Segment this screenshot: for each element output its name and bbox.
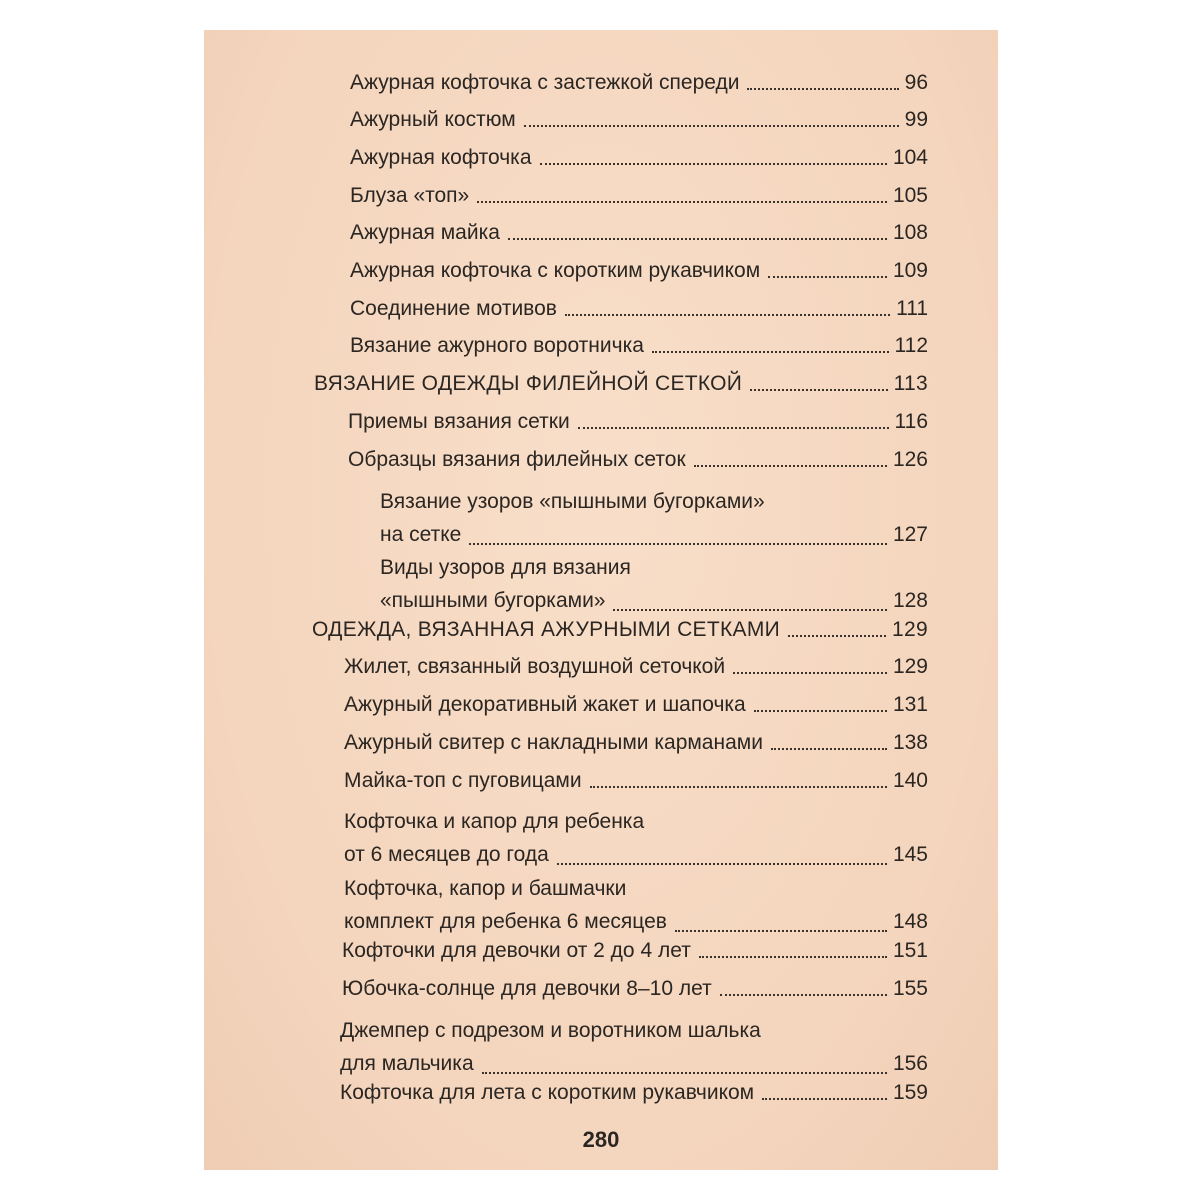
toc-entry bbox=[350, 183, 928, 209]
toc-entry-title-text: Кофточка, капор и башмачки bbox=[344, 877, 627, 900]
toc-entry-page: 138 bbox=[892, 731, 928, 754]
toc-entry-title bbox=[350, 258, 928, 284]
dot-leader bbox=[694, 465, 887, 467]
toc-entry-title bbox=[348, 409, 928, 435]
toc-entry-title bbox=[344, 692, 928, 718]
toc-entry-page: 127 bbox=[892, 523, 928, 546]
toc-entry-title-text: Ажурная майка bbox=[350, 221, 500, 244]
toc-entry-title bbox=[380, 485, 928, 551]
dot-leader bbox=[578, 427, 889, 429]
toc-entry-title bbox=[344, 654, 928, 680]
toc-entry bbox=[344, 872, 928, 938]
toc-entry-title bbox=[350, 107, 928, 133]
dot-leader bbox=[733, 672, 887, 674]
toc-entry-title-text: Ажурная кофточка с застежкой спереди bbox=[350, 71, 740, 94]
toc-entry bbox=[312, 617, 928, 643]
dot-leader bbox=[675, 930, 887, 932]
toc-entry-page: 156 bbox=[892, 1052, 928, 1075]
toc-entry-title-text: Кофточка для лета с коротким рукавчиком bbox=[340, 1081, 755, 1104]
toc-entry-title bbox=[340, 1080, 928, 1106]
dot-leader bbox=[477, 201, 887, 203]
toc-entry-title bbox=[348, 447, 928, 473]
toc-entry bbox=[340, 1014, 928, 1080]
toc-entry-page: 159 bbox=[892, 1081, 928, 1104]
toc-entry-title bbox=[350, 333, 928, 359]
toc-entry bbox=[350, 258, 928, 284]
dot-leader bbox=[508, 238, 887, 240]
toc-entry-title-text: Виды узоров для вязания bbox=[380, 556, 631, 579]
toc-entry-title bbox=[350, 183, 928, 209]
toc-entry bbox=[380, 551, 928, 617]
toc-entry-title-text: Ажурный свитер с накладными карманами bbox=[344, 731, 763, 754]
toc-entry-title-text: Майка-топ с пуговицами bbox=[344, 769, 582, 792]
dot-leader bbox=[590, 786, 887, 788]
dot-leader bbox=[720, 994, 887, 996]
toc-entry-title bbox=[380, 551, 928, 617]
toc-entry-title-text: для мальчика bbox=[340, 1052, 474, 1075]
toc-entry-title bbox=[342, 976, 928, 1002]
dot-leader bbox=[565, 314, 890, 316]
toc-entry-title-text: на сетке bbox=[380, 523, 462, 546]
toc-entry-title-text: Джемпер с подрезом и воротником шалька bbox=[340, 1019, 761, 1042]
toc-entry-title-text: Блуза «топ» bbox=[350, 184, 470, 207]
toc-entry-title-text: «пышными бугорками» bbox=[380, 589, 606, 612]
toc-entry bbox=[342, 976, 928, 1002]
toc-entry-title bbox=[350, 145, 928, 171]
toc-entry-page: 96 bbox=[904, 71, 928, 94]
dot-leader bbox=[652, 351, 889, 353]
toc-entry bbox=[350, 107, 928, 133]
toc-entry-title-text: Вязание ажурного воротничка bbox=[350, 334, 644, 357]
toc-entry-title bbox=[344, 872, 928, 938]
toc-entry-title bbox=[350, 220, 928, 246]
toc-entry bbox=[350, 333, 928, 359]
toc-entry-page: 126 bbox=[892, 448, 928, 471]
dot-leader bbox=[557, 863, 887, 865]
toc-entry-title bbox=[350, 296, 928, 322]
toc-entry bbox=[314, 371, 928, 397]
toc-entry-title bbox=[344, 768, 928, 794]
toc-entry bbox=[350, 70, 928, 96]
toc-entry-page: 155 bbox=[892, 977, 928, 1000]
toc-entry-title bbox=[312, 617, 928, 643]
dot-leader bbox=[699, 956, 887, 958]
toc-entry-page: 140 bbox=[892, 769, 928, 792]
toc-entry-title-text: ВЯЗАНИЕ ОДЕЖДЫ ФИЛЕЙНОЙ СЕТКОЙ bbox=[314, 372, 743, 395]
dot-leader bbox=[469, 543, 887, 545]
toc-entry-title-text: Юбочка-солнце для девочки 8–10 лет bbox=[342, 977, 712, 1000]
toc-entry bbox=[344, 730, 928, 756]
toc-entry-title-text: Ажурная кофточка с коротким рукавчиком bbox=[350, 259, 761, 282]
toc-entry-title-text: Ажурный декоративный жакет и шапочка bbox=[344, 693, 746, 716]
toc-entry-page: 116 bbox=[894, 410, 928, 433]
dot-leader bbox=[762, 1098, 887, 1100]
toc-entry-title bbox=[344, 730, 928, 756]
toc-entry-title bbox=[314, 371, 928, 397]
toc-entry-page: 129 bbox=[892, 655, 928, 678]
dot-leader bbox=[788, 635, 886, 637]
toc-entry-title bbox=[342, 938, 928, 964]
toc-entry bbox=[342, 938, 928, 964]
dot-leader bbox=[771, 748, 887, 750]
toc-entry bbox=[350, 220, 928, 246]
toc-entry-title bbox=[350, 70, 928, 96]
toc-entry-page: 128 bbox=[892, 589, 928, 612]
toc-entry-title-text: Приемы вязания сетки bbox=[348, 410, 570, 433]
dot-leader bbox=[540, 163, 887, 165]
toc-entry bbox=[350, 296, 928, 322]
toc-entry-page: 111 bbox=[896, 297, 928, 320]
toc-entry bbox=[344, 654, 928, 680]
toc-entry-title bbox=[340, 1014, 928, 1080]
toc-entry-title-text: Образцы вязания филейных сеток bbox=[348, 448, 686, 471]
dot-leader bbox=[754, 710, 887, 712]
book-page bbox=[204, 30, 998, 1170]
toc-entry-title-text: Жилет, связанный воздушной сеточкой bbox=[344, 655, 726, 678]
toc-entry-page: 151 bbox=[892, 939, 928, 962]
toc-entry bbox=[344, 692, 928, 718]
toc-entry bbox=[350, 145, 928, 171]
toc-entry-page: 109 bbox=[892, 259, 928, 282]
toc-entry-title-text: Кофточки для девочки от 2 до 4 лет bbox=[342, 939, 691, 962]
toc-entry-title-text: Соединение мотивов bbox=[350, 297, 557, 320]
toc-entry-title-text: комплект для ребенка 6 месяцев bbox=[344, 910, 667, 933]
toc-entry bbox=[340, 1080, 928, 1106]
dot-leader bbox=[747, 88, 898, 90]
toc-entry bbox=[348, 409, 928, 435]
toc-entry-page: 113 bbox=[893, 372, 928, 395]
dot-leader bbox=[482, 1072, 887, 1074]
toc-entry-page: 104 bbox=[892, 146, 928, 169]
toc-entry-title-text: от 6 месяцев до года bbox=[344, 843, 549, 866]
toc-entry-page: 105 bbox=[892, 184, 928, 207]
toc-entry bbox=[344, 805, 928, 871]
dot-leader bbox=[768, 276, 887, 278]
toc-entry-page: 131 bbox=[892, 693, 928, 716]
toc-entry-title-text: Ажурный костюм bbox=[350, 108, 516, 131]
toc-entry-page: 112 bbox=[894, 334, 928, 357]
toc-entry-page: 129 bbox=[892, 618, 928, 641]
toc-entry-page: 148 bbox=[892, 910, 928, 933]
toc-entry bbox=[380, 485, 928, 551]
toc-entry-title bbox=[344, 805, 928, 871]
dot-leader bbox=[524, 125, 899, 127]
toc-entry-title-text: ОДЕЖДА, ВЯЗАННАЯ АЖУРНЫМИ СЕТКАМИ bbox=[312, 618, 781, 641]
toc-entry bbox=[348, 447, 928, 473]
toc-entry bbox=[344, 768, 928, 794]
toc-entry-title-text: Вязание узоров «пышными бугорками» bbox=[380, 490, 765, 513]
toc-entry-title-text: Ажурная кофточка bbox=[350, 146, 532, 169]
page-number: 280 bbox=[582, 1127, 620, 1152]
toc-entry-title-text: Кофточка и капор для ребенка bbox=[344, 810, 645, 833]
toc-entry-page: 99 bbox=[904, 108, 928, 131]
toc-entry-page: 145 bbox=[892, 843, 928, 866]
dot-leader bbox=[613, 609, 886, 611]
dot-leader bbox=[750, 389, 887, 391]
toc-entry-page: 108 bbox=[892, 221, 928, 244]
